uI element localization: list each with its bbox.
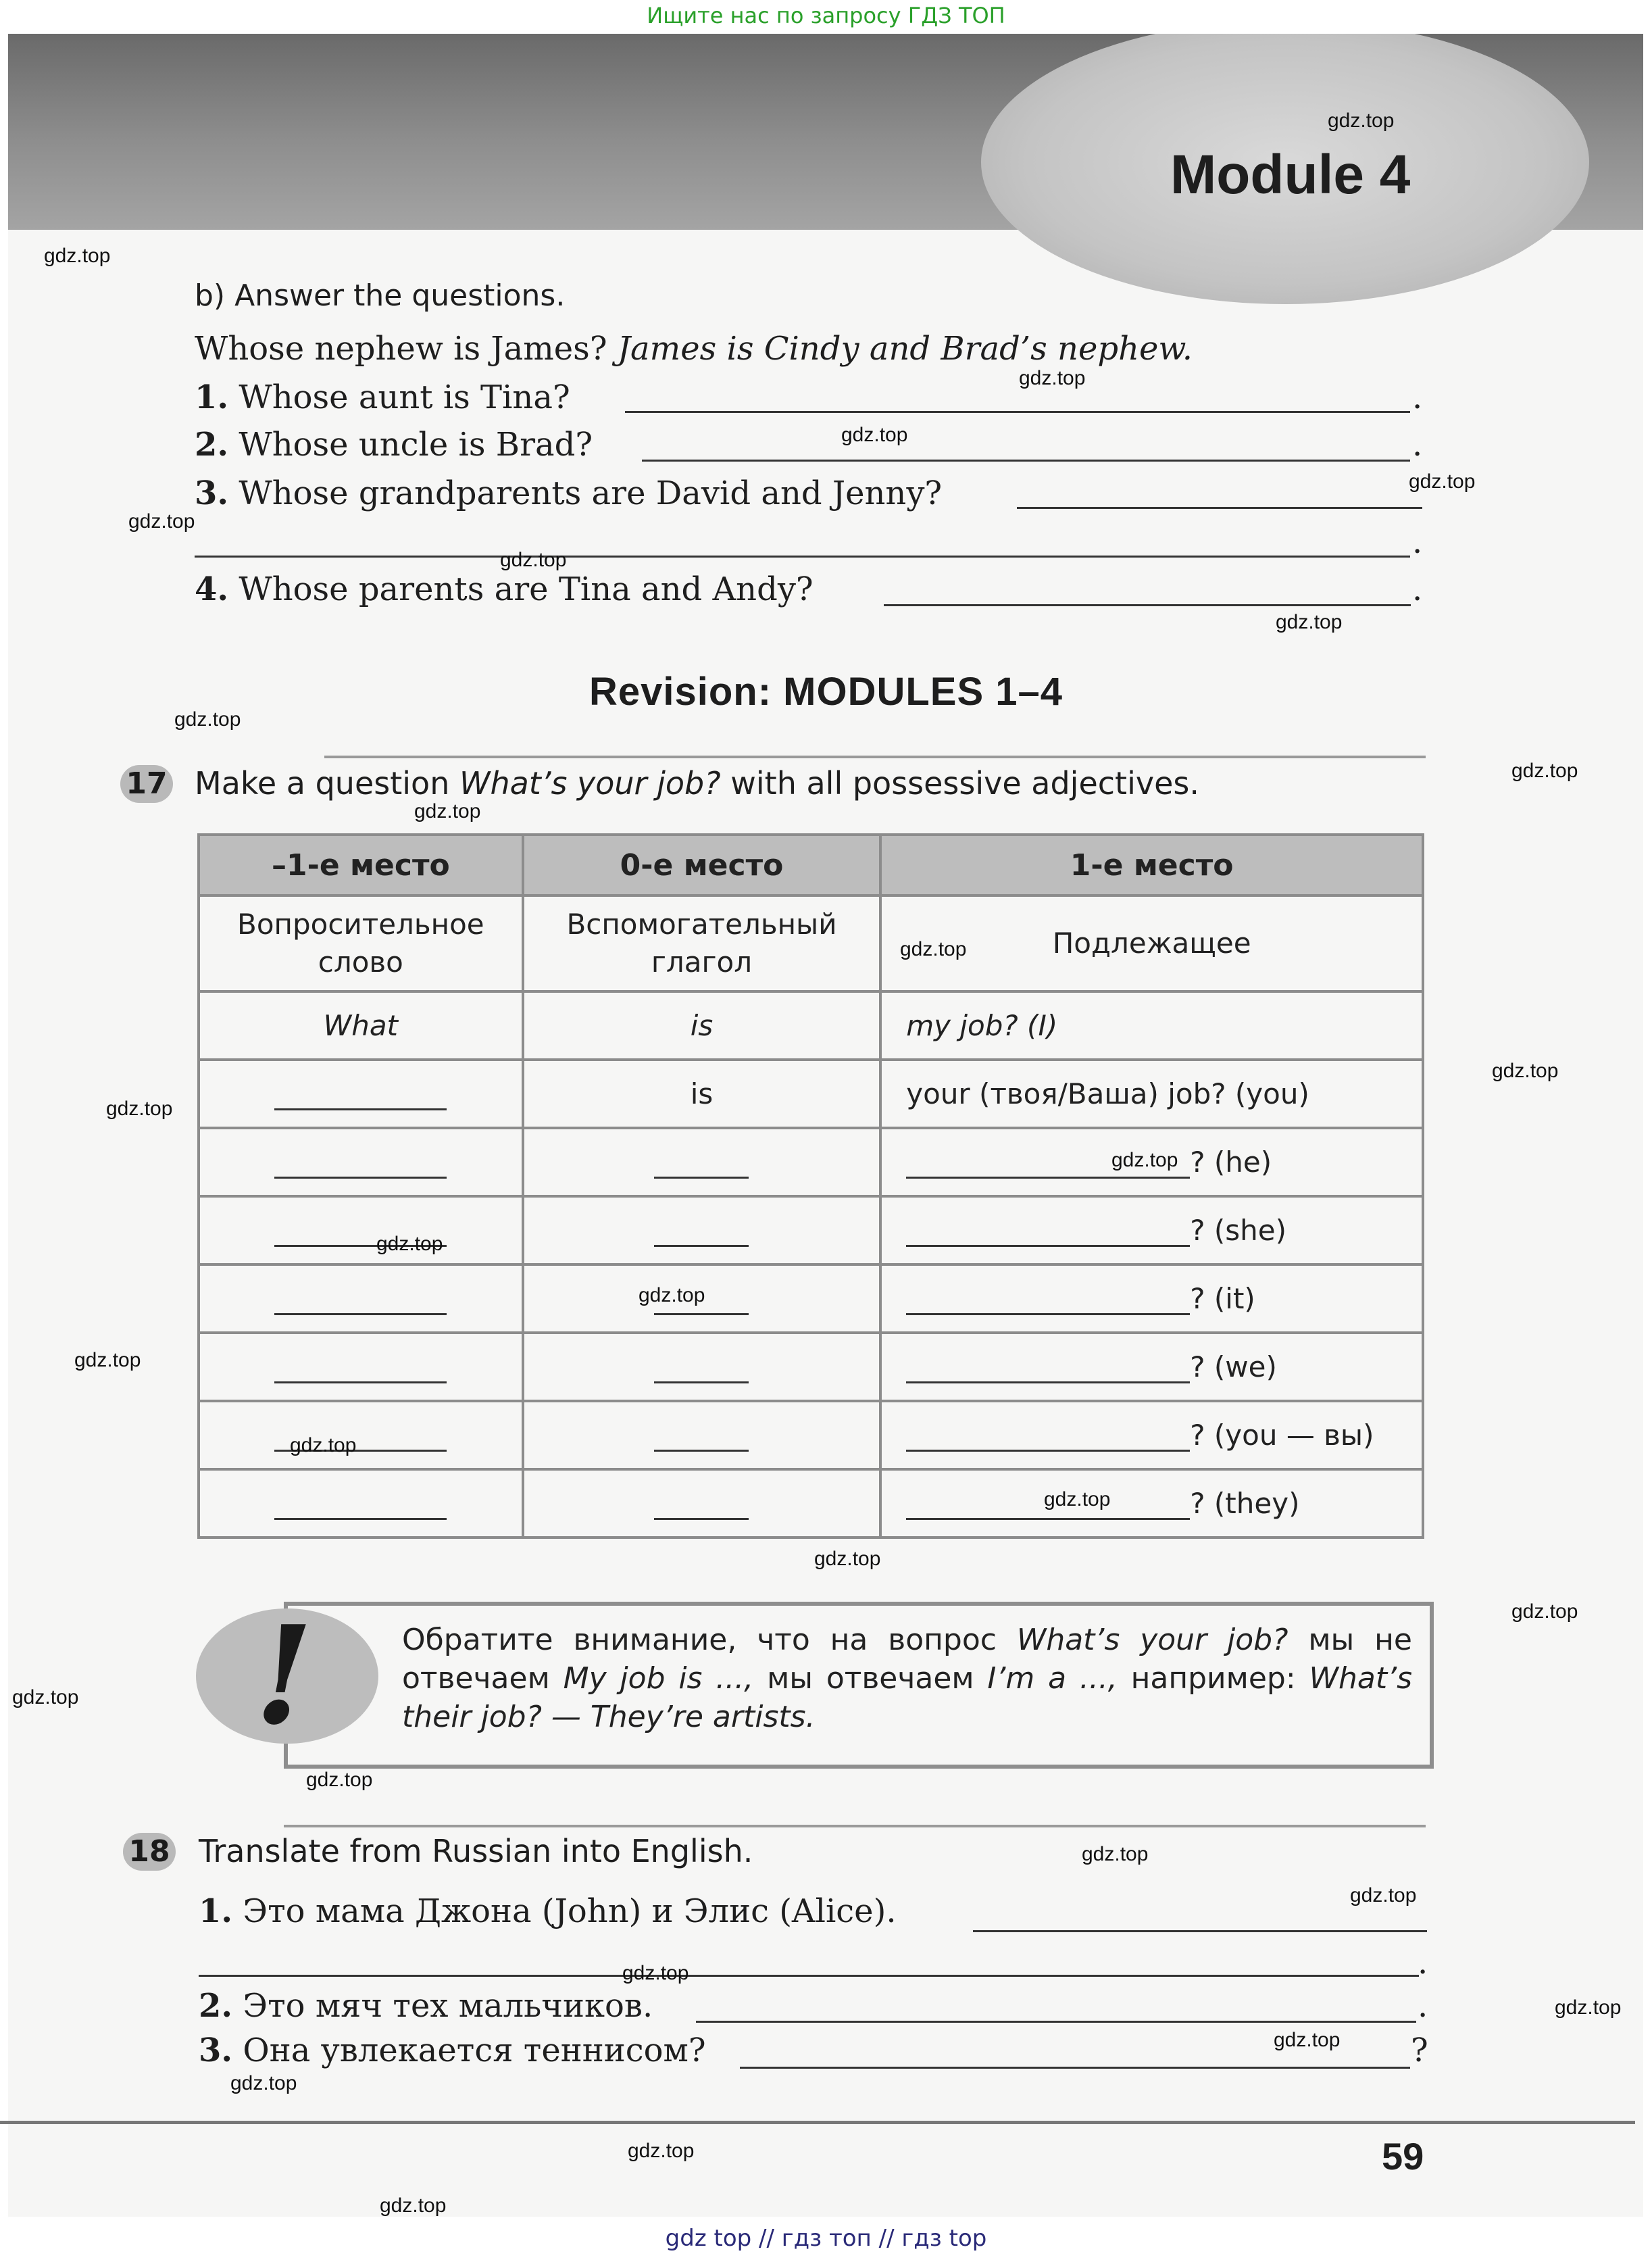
cell-subject [880, 1264, 1423, 1333]
table-row [199, 1128, 1423, 1196]
cell-auxiliary: is [523, 991, 881, 1060]
watermark: gdz.top [1276, 611, 1343, 633]
watermark: gdz.top [44, 245, 111, 267]
watermark: gdz.top [841, 424, 908, 446]
blank-line[interactable] [274, 1511, 447, 1520]
question-end: . [1412, 378, 1423, 416]
example-line [195, 330, 1193, 368]
watermark: gdz.top [174, 708, 241, 731]
header-one: 1-е место [880, 835, 1423, 895]
note-part: например: [1117, 1661, 1309, 1696]
question-word-order-table [197, 833, 1424, 1539]
item-text: Это мяч тех мальчиков. [243, 1987, 653, 2025]
blank-line[interactable] [274, 1306, 447, 1315]
note-italic: My job is ..., [563, 1661, 754, 1696]
cell-subject-pronoun: ? (they) [1190, 1487, 1300, 1520]
item-text: Это мама Джона (John) и Элис (Alice). [243, 1892, 897, 1930]
blank-line[interactable] [906, 1238, 1190, 1247]
exercise-17-number: 17 [120, 765, 173, 803]
table-header-row [199, 835, 1423, 895]
cell-question-word-blank[interactable] [199, 1060, 523, 1128]
cell-subject-pronoun: ? (she) [1190, 1214, 1287, 1247]
translate-line-1a[interactable] [973, 1930, 1427, 1932]
answer-line-4[interactable] [884, 604, 1411, 606]
watermark: gdz.top [290, 1434, 357, 1456]
note-italic: What’s their job? — They’re artists. [402, 1661, 1413, 1734]
item-number: 2. [199, 1987, 233, 2025]
cell-question-word-blank[interactable] [199, 1469, 523, 1538]
watermark: gdz.top [414, 800, 481, 822]
table-row [199, 1401, 1423, 1469]
subheader-question-word: Вопросительное слово [199, 895, 523, 991]
cell-subject [880, 1401, 1423, 1469]
exclamation-icon: ! [254, 1596, 314, 1755]
answer-line-1[interactable] [625, 411, 1410, 413]
item-end: . [1418, 1987, 1428, 2025]
question-3 [195, 474, 942, 512]
cell-subject [880, 1196, 1423, 1264]
section-b-instruction: b) Answer the questions. [195, 278, 566, 313]
table-row [199, 1060, 1423, 1128]
table-row [199, 1333, 1423, 1401]
watermark: gdz.top [1409, 470, 1476, 493]
cell-question-word-blank[interactable] [199, 1264, 523, 1333]
note-part: Обратите внимание, что на вопрос [402, 1623, 1017, 1657]
header-zero: 0-е место [523, 835, 881, 895]
blank-line[interactable] [654, 1170, 749, 1179]
answer-line-3a[interactable] [1017, 507, 1422, 509]
example-question: Whose nephew is James? [195, 330, 607, 368]
item-number: 3. [199, 2032, 233, 2069]
cell-subject-pronoun: ? (he) [1190, 1146, 1272, 1179]
blank-line[interactable] [654, 1238, 749, 1247]
watermark: gdz.top [1328, 109, 1395, 132]
cell-question-word-blank[interactable] [199, 1401, 523, 1469]
item-end: . [1418, 1944, 1428, 1982]
item-number: 1. [199, 1892, 233, 1930]
translate-line-1b[interactable] [199, 1975, 1419, 1977]
blank-line[interactable] [906, 1443, 1190, 1452]
question-number: 3. [195, 474, 229, 512]
watermark: gdz.top [1350, 1884, 1417, 1907]
watermark: gdz.top [639, 1284, 705, 1306]
question-text: Whose aunt is Tina? [239, 378, 570, 416]
question-number: 1. [195, 378, 229, 416]
translate-item-2 [199, 1987, 653, 2025]
question-text: Whose grandparents are David and Jenny? [239, 474, 943, 512]
watermark: gdz.top [1511, 1600, 1578, 1623]
cell-question-word: What [199, 991, 523, 1060]
question-4 [195, 570, 814, 608]
cell-subject [880, 991, 1423, 1060]
question-1 [195, 378, 570, 416]
section-rule [284, 1825, 1426, 1827]
bottom-banner[interactable]: gdz top // гдз топ // гдз top [665, 2225, 987, 2252]
instruction-pre: Make a question [195, 765, 459, 802]
cell-subject-text: my job? (I) [906, 1009, 1058, 1042]
note-italic: I’m a ..., [987, 1661, 1118, 1696]
watermark: gdz.top [900, 938, 967, 960]
blank-line[interactable] [654, 1306, 749, 1315]
cell-question-word-blank[interactable] [199, 1128, 523, 1196]
watermark: gdz.top [1082, 1843, 1149, 1865]
answer-line-3b[interactable] [195, 556, 1410, 558]
note-part: мы отвечаем [753, 1661, 988, 1696]
translate-item-3 [199, 2032, 706, 2069]
blank-line[interactable] [274, 1375, 447, 1383]
footer-rule [0, 2121, 1635, 2124]
blank-line[interactable] [906, 1375, 1190, 1383]
question-end: . [1412, 570, 1423, 608]
question-text: Whose parents are Tina and Andy? [239, 570, 814, 608]
exercise-18-number: 18 [123, 1833, 176, 1871]
top-banner[interactable]: Ищите нас по запросу ГДЗ ТОП [647, 3, 1005, 28]
question-text: Whose uncle is Brad? [239, 426, 593, 464]
question-end: . [1412, 426, 1423, 464]
item-end: ? [1411, 2032, 1428, 2069]
translate-line-3[interactable] [740, 2067, 1410, 2069]
revision-title: Revision: MODULES 1–4 [589, 670, 1063, 714]
watermark: gdz.top [1044, 1488, 1111, 1510]
section-rule [324, 756, 1426, 758]
cell-subject [880, 1333, 1423, 1401]
header-minus-one: –1-е место [199, 835, 523, 895]
watermark: gdz.top [500, 549, 567, 571]
blank-line[interactable] [906, 1511, 1190, 1520]
blank-line[interactable] [274, 1102, 447, 1110]
cell-subject: your (твоя/Ваша) job? (you) [880, 1060, 1423, 1128]
table-row [199, 1469, 1423, 1538]
table-row [199, 991, 1423, 1060]
subheader-subject: Подлежащее [880, 895, 1423, 991]
question-number: 4. [195, 570, 229, 608]
module-title: Module 4 [1170, 144, 1411, 205]
cell-subject-pronoun: ? (you — вы) [1190, 1419, 1374, 1452]
watermark: gdz.top [1111, 1149, 1178, 1171]
note-text [402, 1621, 1412, 1736]
note-italic: What’s your job? [1016, 1623, 1288, 1657]
watermark: gdz.top [306, 1769, 373, 1791]
translate-item-1 [199, 1892, 897, 1930]
watermark: gdz.top [814, 1548, 881, 1570]
watermark: gdz.top [1492, 1060, 1559, 1082]
question-end: . [1412, 523, 1423, 561]
instruction-italic: What’s your job? [459, 765, 721, 802]
watermark: gdz.top [230, 2072, 297, 2094]
translate-line-2[interactable] [696, 2021, 1416, 2023]
watermark: gdz.top [1511, 760, 1578, 782]
watermark: gdz.top [376, 1233, 443, 1255]
question-2 [195, 426, 593, 464]
question-number: 2. [195, 426, 229, 464]
blank-line[interactable] [906, 1306, 1190, 1315]
page-number: 59 [1382, 2135, 1424, 2178]
watermark: gdz.top [1555, 1996, 1622, 2019]
exercise-18-instruction: Translate from Russian into English. [199, 1833, 753, 1869]
blank-line[interactable] [654, 1375, 749, 1383]
cell-auxiliary-blank[interactable] [523, 1469, 881, 1538]
watermark: gdz.top [12, 1686, 79, 1708]
example-answer: James is Cindy and Brad’s nephew. [617, 330, 1193, 368]
cell-auxiliary-blank[interactable] [523, 1196, 881, 1264]
instruction-post: with all possessive adjectives. [720, 765, 1199, 802]
cell-subject-pronoun: ? (we) [1190, 1350, 1277, 1383]
cell-subject-pronoun: ? (it) [1190, 1282, 1255, 1315]
blank-line[interactable] [274, 1170, 447, 1179]
cell-auxiliary: is [523, 1060, 881, 1128]
watermark: gdz.top [622, 1962, 689, 1984]
watermark: gdz.top [74, 1349, 141, 1371]
item-text: Она увлекается теннисом? [243, 2032, 706, 2069]
watermark: gdz.top [128, 510, 195, 533]
cell-auxiliary-blank[interactable] [523, 1128, 881, 1196]
subheader-auxiliary-verb: Вспомогательный глагол [523, 895, 881, 991]
watermark: gdz.top [628, 2140, 695, 2162]
cell-subject [880, 1469, 1423, 1538]
table-subheader-row [199, 895, 1423, 991]
watermark: gdz.top [1019, 367, 1086, 389]
exercise-17-instruction [195, 765, 1199, 802]
note-part: мы не отвечаем [402, 1623, 1413, 1696]
cell-auxiliary-blank[interactable] [523, 1333, 881, 1401]
answer-line-2[interactable] [642, 460, 1410, 462]
blank-line[interactable] [654, 1511, 749, 1520]
table-row [199, 1264, 1423, 1333]
watermark: gdz.top [380, 2194, 447, 2217]
blank-line[interactable] [654, 1443, 749, 1452]
watermark: gdz.top [1274, 2029, 1341, 2051]
cell-question-word-blank[interactable] [199, 1333, 523, 1401]
cell-auxiliary-blank[interactable] [523, 1401, 881, 1469]
cell-question-word-blank[interactable] [199, 1196, 523, 1264]
watermark: gdz.top [106, 1098, 173, 1120]
